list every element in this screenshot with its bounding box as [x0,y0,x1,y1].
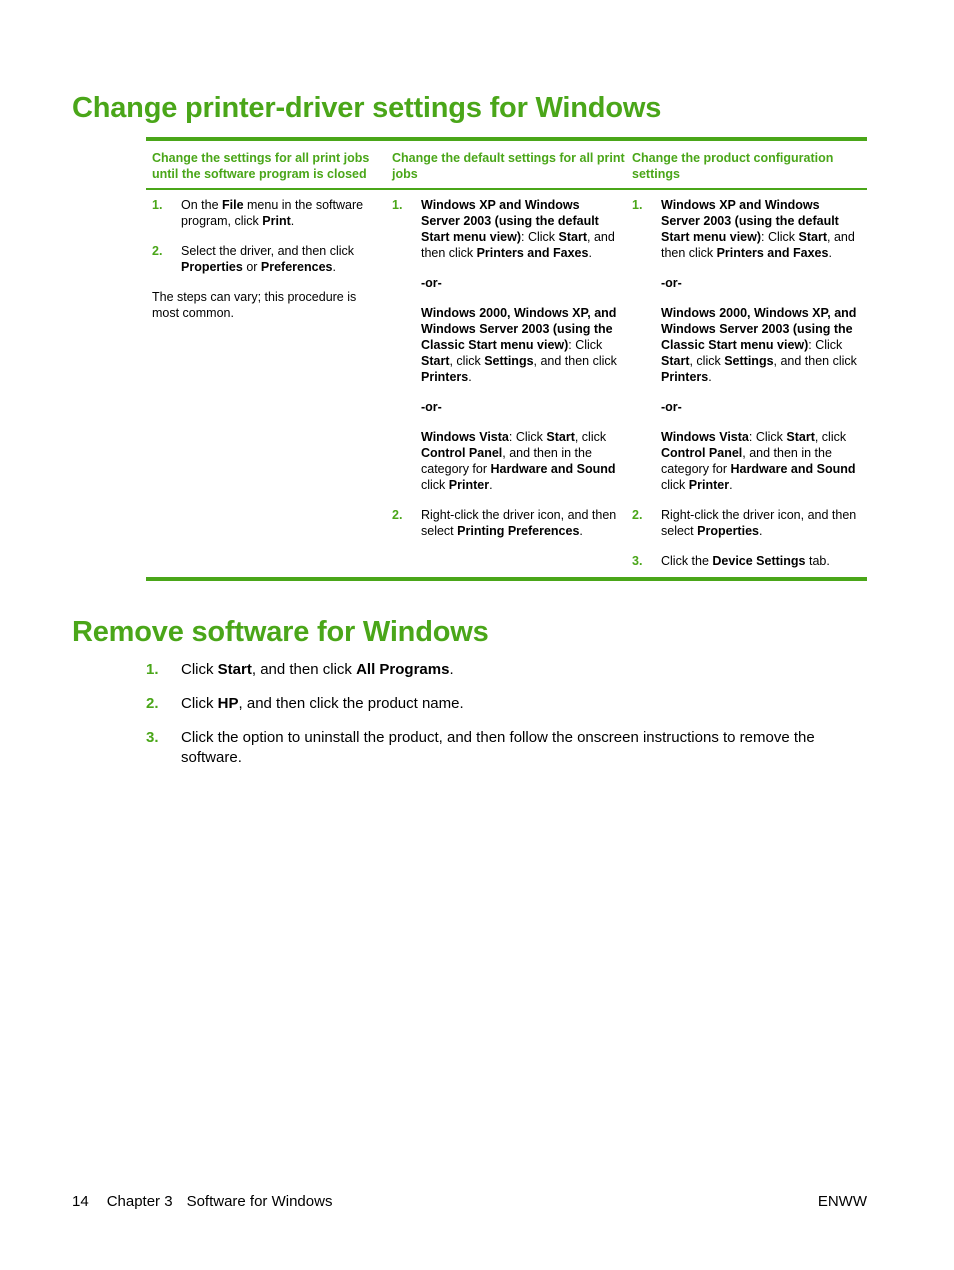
step-number: 3. [146,729,159,746]
remove-software-steps [146,660,867,782]
table-cell-default-settings [386,197,626,569]
step-number: 1. [392,198,403,212]
driver-settings-table [146,137,867,581]
list-item [146,660,867,680]
page-title-remove-software: Remove software for Windows [72,616,489,648]
step-number: 2. [392,508,403,522]
or-separator: -or- [421,276,442,290]
step-text: Right-click the driver icon, and then select Properties. [661,508,857,538]
table-cell-product-config [626,197,866,569]
step-number: 1. [152,198,163,212]
list-item [392,197,620,493]
chapter-title: Software for Windows [186,1193,333,1210]
list-item [632,197,860,493]
chapter-label: Chapter 3 [106,1193,173,1210]
page-footer [72,1193,867,1210]
table-cell-all-jobs [146,197,386,569]
footer-right-enww: ENWW [817,1193,867,1210]
step-number: 3. [632,554,643,568]
step-text: Windows XP and Windows Server 2003 (using the default Start menu view): Click Start, and then click Printers and Faxes. -or- Windows 2000, Windows XP, and Windows Server 2003 (using the Classic Start menu view): Click Start, click Settings, and then click Printers. -or- Windows Vista: Click Start, click Control Panel, and then in the category for Hardware and Sound click Printer. [421,198,617,492]
page-title-change-driver-settings: Change printer-driver settings for Windows [72,92,662,124]
step-number: 1. [632,198,643,212]
list-item [632,553,860,569]
step-number: 2. [632,508,643,522]
step-text: Right-click the driver icon, and then select Printing Preferences. [421,508,617,538]
procedure-note: The steps can vary; this procedure is most common. [152,290,357,320]
list-item [152,243,380,275]
step-text: Click Start, and then click All Programs. [181,661,454,678]
list-item [146,728,867,768]
step-text: Select the driver, and then click Properties or Preferences. [181,244,355,274]
or-separator: -or- [661,276,682,290]
page-number: 14 [72,1193,89,1210]
step-text: Windows XP and Windows Server 2003 (using the default Start menu view): Click Start, and then click Printers and Faxes. -or- Windows 2000, Windows XP, and Windows Server 2003 (using the Classic Start menu view): Click Start, click Settings, and then click Printers. -or- Windows Vista: Click Start, click Control Panel, and then in the category for Hardware and Sound click Printer. [661,198,857,492]
step-number: 1. [146,661,159,678]
table-header-product-config: Change the product configuration settings [632,151,834,181]
step-text: Click the Device Settings tab. [661,554,830,568]
table-header-default-settings: Change the default settings for all print jobs [392,151,625,181]
footer-left [72,1193,332,1210]
step-text: On the File menu in the software program, click Print. [181,198,364,228]
list-item [146,694,867,714]
step-text: Click the option to uninstall the product, and then follow the onscreen instructions to remove the software. [181,729,815,766]
step-number: 2. [146,695,159,712]
table-header-all-jobs: Change the settings for all print jobs until the software program is closed [152,151,370,181]
step-text: Click HP, and then click the product name. [181,695,464,712]
or-separator: -or- [421,400,442,414]
step-number: 2. [152,244,163,258]
or-separator: -or- [661,400,682,414]
table-body-row [146,190,867,577]
list-item [152,197,380,229]
list-item [392,507,620,539]
table-header-row [146,141,867,190]
list-item [632,507,860,539]
